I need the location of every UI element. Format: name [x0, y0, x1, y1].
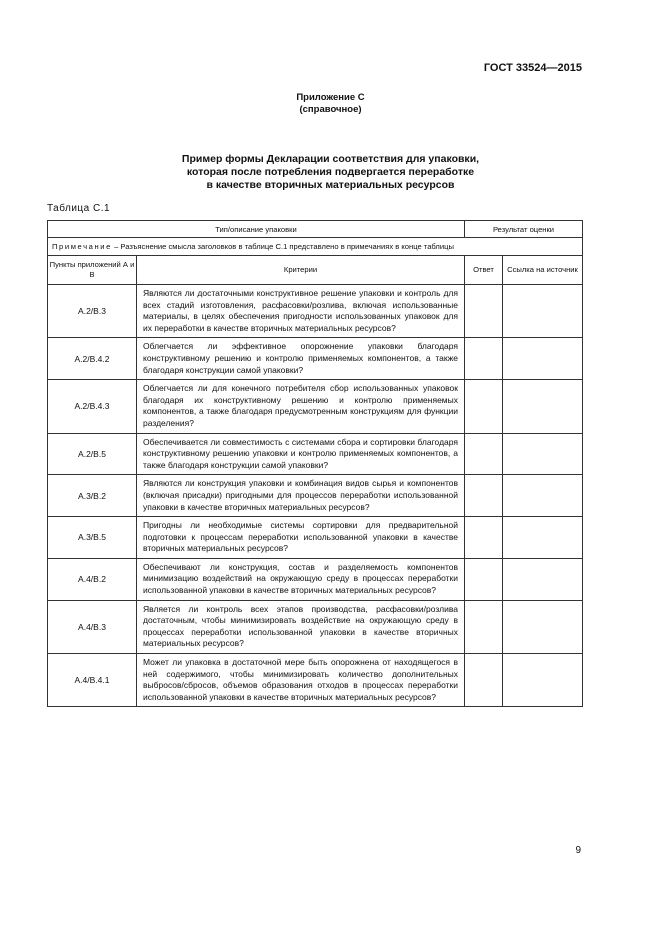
criteria-column-header: Критерии: [137, 256, 465, 285]
row-answer-cell: [465, 475, 503, 517]
row-answer-cell: [465, 654, 503, 707]
row-answer-cell: [465, 600, 503, 653]
row-answer-cell: [465, 517, 503, 559]
row-reference-cell: [503, 475, 583, 517]
row-point: A.2/B.3: [48, 285, 137, 338]
row-criterion: Пригодны ли необходимые системы сортировки для предварительной подготовки к процессам переработки использованной упаковки в качестве вторичных материальных ресурсов?: [137, 517, 465, 559]
row-criterion: Являются ли достаточными конструктивное решение упаковки и контроль для всех стадий изготовления, расфасовки/розлива, включая использованные материалы, в целях обеспечения пригодности использованных упаковок для их переработки в качестве вторичных материальных ресурсов?: [137, 285, 465, 338]
row-reference-cell: [503, 338, 583, 380]
row-criterion: Облегчается ли для конечного потребителя сбор использованных упаковок благодаря их конструктивному решению и контролю применяемых компонентов, а также благодаря предусмотренным конструкциям для функции разделения?: [137, 380, 465, 433]
row-point: A.4/B.4.1: [48, 654, 137, 707]
row-criterion: Обеспечивается ли совместимость с системами сбора и сортировки благодаря конструктивному решению упаковки и контролю применяемых компонентов, а также благодаря конструкции самой упаковки?: [137, 433, 465, 475]
table-row: [48, 285, 583, 338]
table-row: [48, 433, 583, 475]
title-line: в качестве вторичных материальных ресурсов: [206, 179, 455, 191]
row-reference-cell: [503, 558, 583, 600]
row-answer-cell: [465, 433, 503, 475]
table-note: [48, 238, 583, 256]
table-row: [48, 654, 583, 707]
row-reference-cell: [503, 654, 583, 707]
note-label: Примечание: [52, 242, 112, 251]
declaration-table: [47, 220, 583, 707]
row-criterion: Является ли контроль всех этапов производства, расфасовки/розлива достаточным, чтобы минимизировать воздействие на окружающую среду в процессах переработки использованной упаковки в качестве вторичных материальных ресурсов?: [137, 600, 465, 653]
note-text: – Разъяснение смысла заголовков в таблице С.1 представлено в примечаниях в конце таблицы: [111, 242, 454, 251]
reference-column-header: Ссылка на источник: [503, 256, 583, 285]
row-point: A.4/B.3: [48, 600, 137, 653]
type-header: Тип/описание упаковки: [48, 221, 465, 238]
document-title: [0, 153, 661, 192]
row-point: A.2/B.4.3: [48, 380, 137, 433]
row-answer-cell: [465, 285, 503, 338]
table-top-header-row: [48, 221, 583, 238]
row-point: A.3/B.5: [48, 517, 137, 559]
appendix-title: Приложение С: [296, 92, 365, 103]
row-point: A.3/B.2: [48, 475, 137, 517]
title-line: Пример формы Декларации соответствия для упаковки,: [181, 153, 480, 165]
row-criterion: Обеспечивают ли конструкция, состав и разделяемость компонентов минимизацию воздействий на окружающую среду в процессах переработки использованной упаковки в качестве вторичных материальных ресурсов?: [137, 558, 465, 600]
row-reference-cell: [503, 433, 583, 475]
row-point: A.4/B.2: [48, 558, 137, 600]
row-answer-cell: [465, 338, 503, 380]
answer-column-header: Ответ: [465, 256, 503, 285]
appendix-subtitle: (справочное): [299, 104, 362, 115]
row-point: A.2/B.4.2: [48, 338, 137, 380]
row-reference-cell: [503, 285, 583, 338]
table-row: [48, 475, 583, 517]
table-note-row: [48, 238, 583, 256]
table-row: [48, 338, 583, 380]
table-row: [48, 558, 583, 600]
row-criterion: Облегчается ли эффективное опорожнение упаковки благодаря конструктивному решению и контролю применяемых компонентов, а также благодаря конструкции самой упаковки?: [137, 338, 465, 380]
row-criterion: Являются ли конструкция упаковки и комбинация видов сырья и компонентов (включая присадки) пригодными для процессов переработки использованной упаковки в качестве вторичных материальных ресурсов?: [137, 475, 465, 517]
table-row: [48, 380, 583, 433]
table-label: Таблица С.1: [47, 203, 111, 214]
table-row: [48, 517, 583, 559]
result-header: Результат оценки: [465, 221, 583, 238]
row-reference-cell: [503, 600, 583, 653]
row-answer-cell: [465, 558, 503, 600]
title-line: которая после потребления подвергается переработке: [186, 166, 475, 178]
table-row: [48, 600, 583, 653]
row-answer-cell: [465, 380, 503, 433]
row-criterion: Может ли упаковка в достаточной мере быть опорожнена от находящегося в ней содержимого, чтобы минимизировать количество дополнительных выбросов/сбросов, объемов образования отходов в процессах переработки использованной упаковки в качестве вторичных материальных ресурсов?: [137, 654, 465, 707]
standard-number: ГОСТ 33524—2015: [483, 62, 582, 74]
page-number: 9: [575, 845, 581, 856]
row-reference-cell: [503, 517, 583, 559]
row-point: A.2/B.5: [48, 433, 137, 475]
points-column-header: Пункты приложений А и В: [48, 256, 137, 285]
table-column-header-row: [48, 256, 583, 285]
appendix-heading: [0, 92, 661, 116]
row-reference-cell: [503, 380, 583, 433]
